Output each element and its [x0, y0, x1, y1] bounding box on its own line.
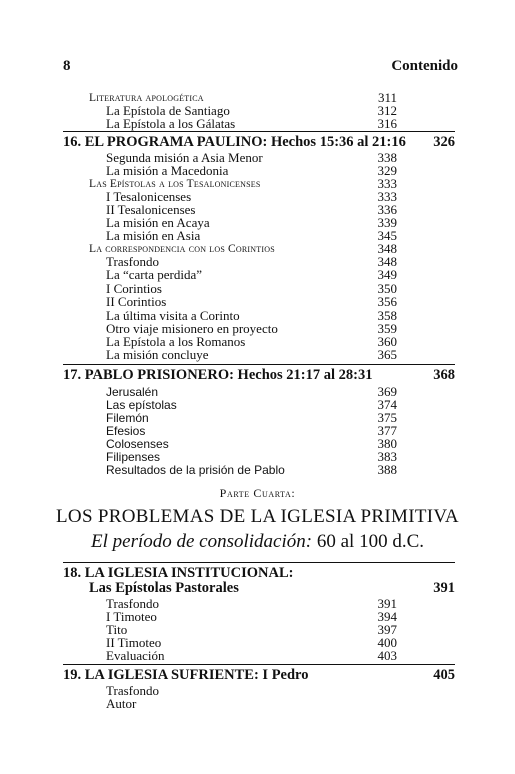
- toc-page-number: 360: [377, 334, 397, 349]
- toc-page-number: 377: [377, 423, 397, 438]
- toc-entry: La Epístola a los Gálatas: [106, 116, 236, 131]
- toc-page-number: 338: [377, 150, 397, 165]
- toc-entry: Evaluación: [106, 648, 165, 663]
- toc-page-number: 333: [377, 189, 397, 204]
- toc-entry: II Timoteo: [106, 635, 162, 650]
- toc-entry: Trasfondo: [106, 254, 159, 269]
- page-number: 8: [63, 58, 71, 74]
- toc-page-number: 349: [377, 267, 397, 282]
- toc-section-heading: Las Epístolas a los Tesalonicenses: [89, 178, 261, 190]
- toc-entry: Segunda misión a Asia Menor: [106, 150, 263, 165]
- chapter-subtitle: Las Epístolas Pastorales: [89, 580, 239, 596]
- toc-entry: La misión en Asia: [106, 228, 201, 243]
- toc-page-number: 375: [377, 410, 397, 425]
- toc-entry: Efesios: [106, 424, 146, 438]
- chapter-title: 16. EL PROGRAMA PAULINO: Hechos 15:36 al 21:16: [63, 134, 406, 150]
- toc-entry: Trasfondo: [106, 596, 159, 611]
- toc-page-number: 403: [377, 648, 397, 663]
- toc-page-number: 369: [377, 384, 397, 399]
- toc-entry: La última visita a Corinto: [106, 308, 240, 323]
- chapter-title: 18. LA IGLESIA INSTITUCIONAL:: [63, 565, 294, 581]
- toc-page-number: 348: [377, 254, 397, 269]
- toc-page-number: 394: [377, 609, 397, 624]
- toc-entry: II Corintios: [106, 294, 167, 309]
- toc-page-number: 383: [377, 449, 397, 464]
- part-subtitle: [0, 531, 515, 553]
- part-title: LOS PROBLEMAS DE LA IGLESIA PRIMITIVA: [56, 506, 459, 527]
- part-subtitle-dates: 60 al 100 d.C.: [312, 531, 424, 552]
- toc-page-number: 311: [377, 90, 397, 105]
- toc-entry: I Tesalonicenses: [106, 189, 192, 204]
- chapter-divider: [63, 562, 455, 563]
- part-subtitle-italic: El período de consolidación:: [91, 531, 313, 552]
- toc-entry: Otro viaje misionero en proyecto: [106, 321, 278, 336]
- toc-page-number: 374: [377, 397, 397, 412]
- chapter-page-number: 405: [433, 667, 455, 683]
- toc-page-number: 339: [377, 215, 397, 230]
- toc-entry: La Epístola de Santiago: [106, 103, 230, 118]
- chapter-divider: [63, 131, 455, 132]
- toc-page-number: 329: [377, 163, 397, 178]
- running-title: Contenido: [391, 58, 458, 74]
- toc-entry: I Corintios: [106, 281, 162, 296]
- chapter-divider: [63, 364, 455, 365]
- toc-page-number: 397: [377, 622, 397, 637]
- toc-page-number: 400: [377, 635, 397, 650]
- toc-entry: La misión a Macedonia: [106, 163, 229, 178]
- toc-page-number: 336: [377, 202, 397, 217]
- toc-entry: La misión concluye: [106, 347, 209, 362]
- toc-page-number: 388: [377, 462, 397, 477]
- toc-page-number: 312: [377, 103, 397, 118]
- chapter-page-number: 326: [433, 134, 455, 150]
- toc-entry: Tito: [106, 622, 128, 637]
- toc-page-number: 358: [377, 308, 397, 323]
- toc-entry: I Timoteo: [106, 609, 157, 624]
- toc-entry: Autor: [106, 696, 137, 711]
- toc-entry: Filipenses: [106, 450, 161, 464]
- toc-page-number: 365: [377, 347, 397, 362]
- chapter-page-number: 391: [433, 580, 455, 596]
- toc-page-number: 316: [377, 116, 397, 131]
- toc-page-number: 333: [377, 176, 397, 191]
- toc-entry: Jerusalén: [106, 385, 159, 399]
- toc-entry: La “carta perdida”: [106, 267, 202, 282]
- toc-page-number: 356: [377, 294, 397, 309]
- toc-section-heading: La correspondencia con los Corintios: [89, 243, 275, 255]
- toc-entry: Filemón: [106, 411, 149, 425]
- toc-page-number: 345: [377, 228, 397, 243]
- toc-entry: Colosenses: [106, 437, 169, 451]
- toc-entry: La misión en Acaya: [106, 215, 210, 230]
- toc-page-number: 380: [377, 436, 397, 451]
- chapter-title: 19. LA IGLESIA SUFRIENTE: I Pedro: [63, 667, 309, 683]
- chapter-page-number: 368: [433, 367, 455, 383]
- toc-page-number: 359: [377, 321, 397, 336]
- toc-page-number: 350: [377, 281, 397, 296]
- chapter-title: 17. PABLO PRISIONERO: Hechos 21:17 al 28:31: [63, 367, 373, 383]
- toc-entry: II Tesalonicenses: [106, 202, 196, 217]
- running-header: [63, 58, 458, 80]
- toc-entry: Las epístolas: [106, 398, 177, 412]
- chapter-divider: [63, 664, 455, 665]
- part-label: Parte Cuarta:: [219, 486, 296, 500]
- toc-entry: La Epístola a los Romanos: [106, 334, 246, 349]
- toc-page-number: 391: [377, 596, 397, 611]
- toc-entry: Resultados de la prisión de Pablo: [106, 463, 285, 477]
- toc-section-heading: Literatura apologética: [89, 92, 204, 104]
- toc-page-number: 348: [377, 241, 397, 256]
- toc-entry: Trasfondo: [106, 683, 159, 698]
